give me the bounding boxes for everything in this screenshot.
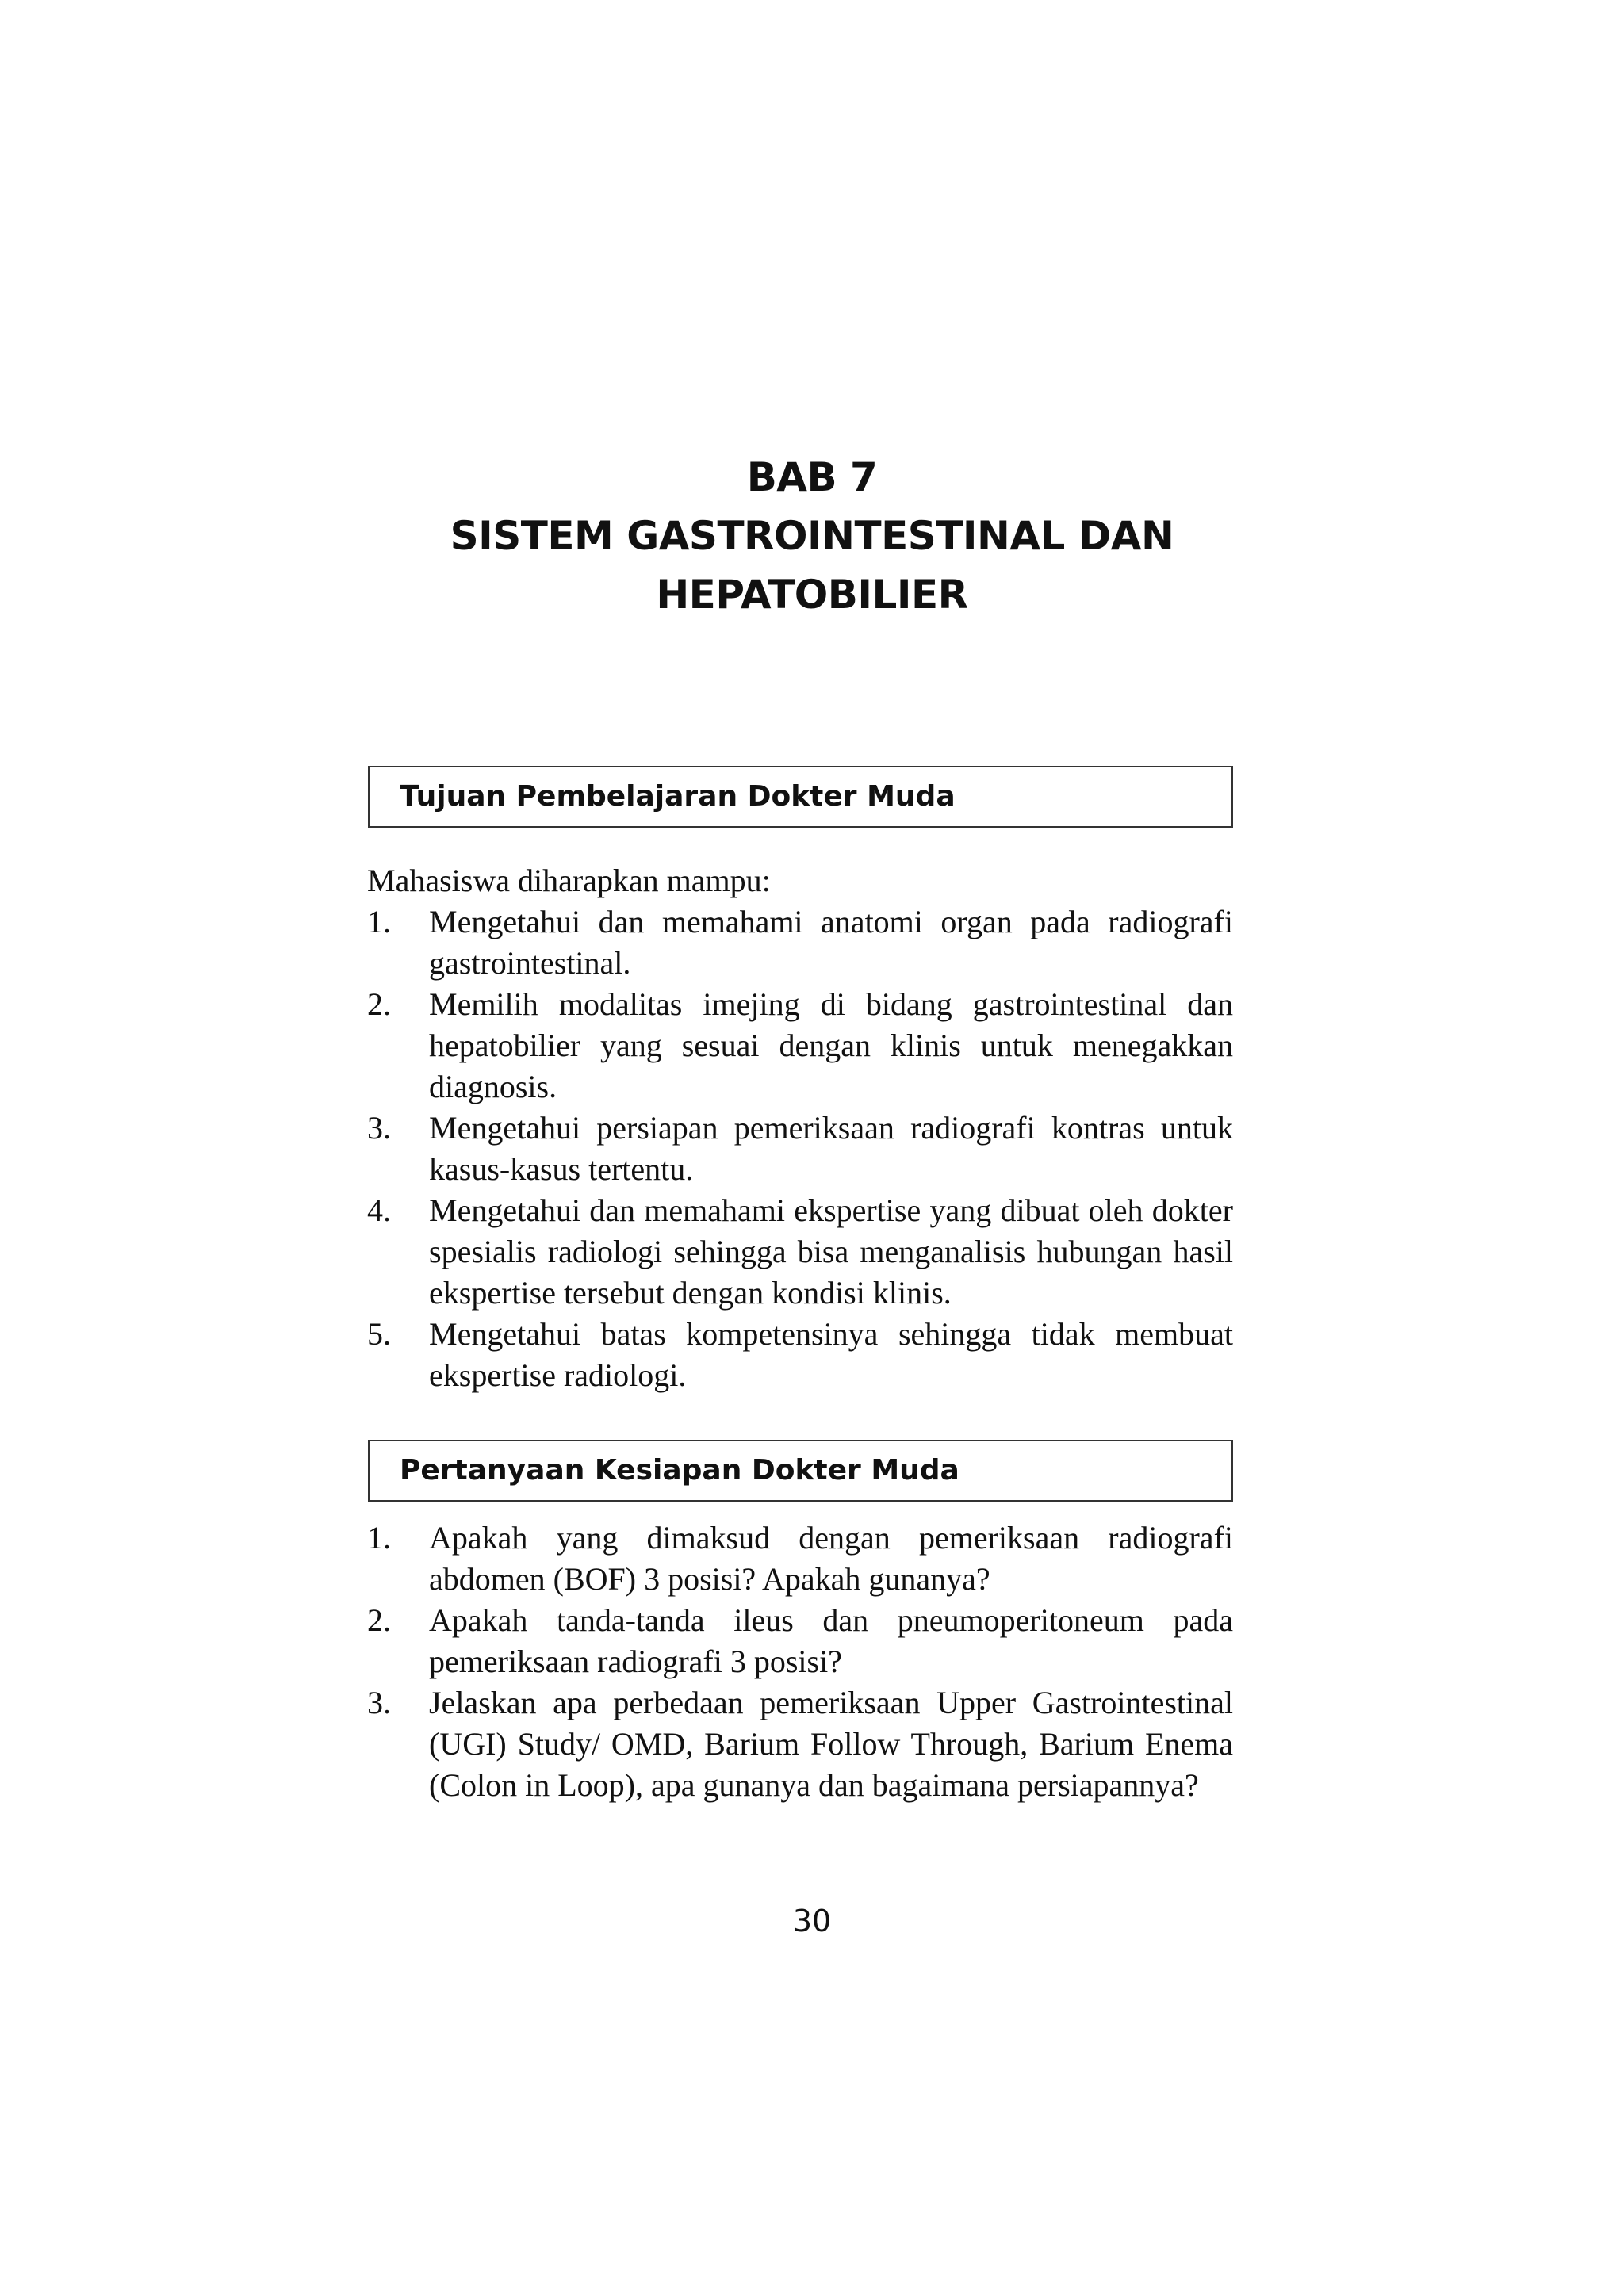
item-text: Mengetahui batas kompetensinya sehingga tidak membuat ekspertise radiologi. <box>429 1316 1233 1393</box>
item-text: Apakah yang dimaksud dengan pemeriksaan radiografi abdomen (BOF) 3 posisi? Apakah gunanya? <box>429 1520 1233 1597</box>
chapter-title <box>0 448 1624 624</box>
list-item <box>367 984 1233 1108</box>
item-text: Mengetahui persiapan pemeriksaan radiografi kontras untuk kasus-kasus tertentu. <box>429 1110 1233 1187</box>
objectives-list <box>367 901 1233 1396</box>
list-item <box>367 1108 1233 1190</box>
item-number: 2. <box>367 1602 391 1638</box>
item-number: 1. <box>367 1520 391 1556</box>
list-item <box>367 901 1233 984</box>
objectives-heading-box <box>368 766 1233 828</box>
item-number: 4. <box>367 1192 391 1228</box>
list-item <box>367 1314 1233 1396</box>
item-number: 2. <box>367 986 391 1022</box>
questions-heading-box <box>368 1440 1233 1502</box>
chapter-number: BAB 7 <box>746 454 878 500</box>
item-text: Jelaskan apa perbedaan pemeriksaan Upper Gastrointestinal (UGI) Study/ OMD, Barium Follow Through, Barium Enema (Colon in Loop), apa gunanya dan bagaimana persiapannya? <box>429 1685 1233 1803</box>
item-number: 3. <box>367 1110 391 1146</box>
list-item <box>367 1517 1233 1600</box>
page-number: 30 <box>792 1904 832 1938</box>
item-text: Apakah tanda-tanda ileus dan pneumoperitoneum pada pemeriksaan radiografi 3 posisi? <box>429 1602 1233 1679</box>
objectives-heading: Tujuan Pembelajaran Dokter Muda <box>400 780 956 813</box>
chapter-title-line-1: SISTEM GASTROINTESTINAL DAN <box>450 513 1174 559</box>
item-text: Memilih modalitas imejing di bidang gastrointestinal dan hepatobilier yang sesuai dengan klinis untuk menegakkan diagnosis. <box>429 986 1233 1104</box>
list-item <box>367 1682 1233 1806</box>
questions-list <box>367 1517 1233 1806</box>
item-text: Mengetahui dan memahami ekspertise yang dibuat oleh dokter spesialis radiologi sehingga bisa menganalisis hubungan hasil ekspertise tersebut dengan kondisi klinis. <box>429 1192 1233 1311</box>
item-number: 1. <box>367 904 391 939</box>
list-item <box>367 1600 1233 1682</box>
item-number: 3. <box>367 1685 391 1720</box>
item-number: 5. <box>367 1316 391 1352</box>
list-item <box>367 1190 1233 1314</box>
questions-heading: Pertanyaan Kesiapan Dokter Muda <box>400 1454 959 1487</box>
item-text: Mengetahui dan memahami anatomi organ pada radiografi gastrointestinal. <box>429 904 1233 981</box>
chapter-title-line-2: HEPATOBILIER <box>656 572 968 618</box>
objectives-intro: Mahasiswa diharapkan mampu: <box>367 863 771 898</box>
